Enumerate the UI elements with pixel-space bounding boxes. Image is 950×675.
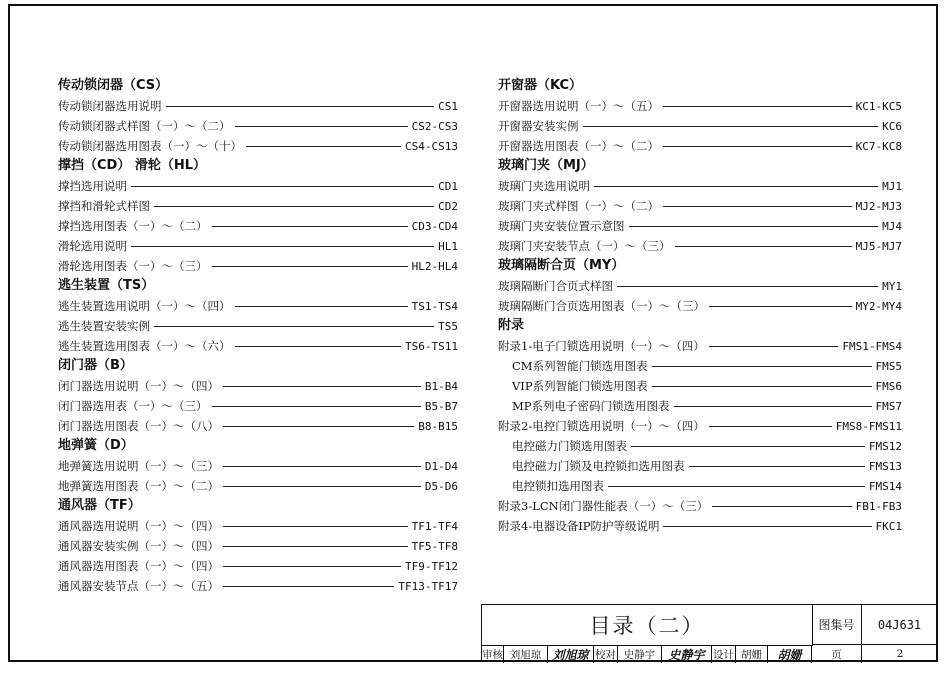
toc-entry[interactable]: [58, 136, 458, 156]
entry-title: 通风器选用说明（一）～（四）: [58, 519, 219, 533]
leader-line: [663, 106, 852, 107]
entry-title: 玻璃隔断门合页式样图: [498, 279, 613, 293]
toc-entry[interactable]: [498, 96, 902, 116]
entry-code: TF5-TF8: [411, 539, 458, 553]
entry-code: TF13-TF17: [398, 579, 458, 593]
entry-code: FMS7: [875, 399, 902, 413]
leader-line: [709, 306, 852, 307]
title-block: [481, 604, 938, 662]
leader-line: [594, 186, 878, 187]
entry-title: 附录2-电控门锁选用说明（一）～（四）: [498, 419, 705, 433]
leader-line: [652, 366, 872, 367]
toc-entry[interactable]: [58, 256, 458, 276]
entry-title: 通风器选用图表（一）～（四）: [58, 559, 219, 573]
checker-name: 史静宇: [618, 645, 662, 663]
entry-title: 闭门器选用图表（一）～（八）: [58, 419, 219, 433]
toc-entry[interactable]: [58, 216, 458, 236]
toc-entry[interactable]: [58, 376, 458, 396]
leader-line: [712, 506, 851, 507]
toc-entry[interactable]: [58, 556, 458, 576]
entry-code: D5-D6: [424, 479, 458, 493]
entry-code: B8-B15: [418, 419, 458, 433]
entry-title: CM系列智能门锁选用图表: [512, 359, 648, 373]
leader-line: [131, 186, 434, 187]
entry-title: 地弹簧选用说明（一）～（三）: [58, 459, 219, 473]
entry-code: TS1-TS4: [411, 299, 458, 313]
entry-title: 撑挡选用说明: [58, 179, 127, 193]
entry-code: MJ1: [882, 179, 902, 193]
toc-entry[interactable]: [58, 516, 458, 536]
entry-code: FMS6: [875, 379, 902, 393]
leader-line: [675, 246, 852, 247]
leader-line: [663, 206, 852, 207]
toc-entry[interactable]: [58, 576, 458, 596]
reviewer-signature: 刘旭琼: [548, 645, 594, 663]
entry-title: 闭门器选用说明（一）～（四）: [58, 379, 219, 393]
toc-entry[interactable]: [58, 416, 458, 436]
review-label: 审核: [482, 645, 504, 663]
toc-entry[interactable]: [58, 316, 458, 336]
entry-code: CD2: [438, 199, 458, 213]
section-heading: 开窗器（KC）: [498, 78, 583, 93]
entry-title: 通风器安装实例（一）～（四）: [58, 539, 219, 553]
toc-left-column: [58, 76, 458, 596]
designer-name: 胡姗: [736, 645, 768, 663]
signature-row: [482, 645, 938, 663]
leader-line: [709, 346, 839, 347]
entry-title: VIP系列智能门锁选用图表: [512, 379, 648, 393]
entry-code: FMS5: [875, 359, 902, 373]
toc-entry[interactable]: [498, 196, 902, 216]
entry-code: B1-B4: [424, 379, 458, 393]
entry-code: CS4-CS13: [405, 139, 458, 153]
leader-line: [154, 326, 434, 327]
entry-title: 附录4-电器设备IP防护等级说明: [498, 519, 660, 533]
toc-entry[interactable]: [498, 176, 902, 196]
entry-title: 传动锁闭器式样图（一）～（二）: [58, 119, 231, 133]
entry-code: KC6: [882, 119, 902, 133]
leader-line: [212, 406, 421, 407]
entry-code: TS5: [438, 319, 458, 333]
toc-entry[interactable]: [58, 296, 458, 316]
entry-code: FMS12: [868, 439, 902, 453]
leader-line: [617, 286, 878, 287]
toc-entry[interactable]: [498, 216, 902, 236]
entry-code: FMS14: [868, 479, 902, 493]
toc-entry[interactable]: [498, 296, 902, 316]
toc-entry[interactable]: [498, 416, 902, 436]
entry-title: 逃生装置选用说明（一）～（四）: [58, 299, 231, 313]
atlas-number: 04J631: [862, 605, 938, 645]
leader-line: [212, 266, 408, 267]
toc-entry[interactable]: [58, 96, 458, 116]
entry-code: TF9-TF12: [405, 559, 458, 573]
design-label: 设计: [712, 645, 736, 663]
entry-code: D1-D4: [424, 459, 458, 473]
leader-line: [223, 426, 414, 427]
leader-line: [166, 106, 435, 107]
toc-entry[interactable]: [498, 436, 902, 456]
entry-code: FB1-FB3: [855, 499, 902, 513]
entry-title: 玻璃隔断门合页选用图表（一）～（三）: [498, 299, 705, 313]
entry-code: TF1-TF4: [411, 519, 458, 533]
leader-line: [583, 126, 879, 127]
toc-right-column: [498, 76, 902, 536]
entry-code: FMS13: [868, 459, 902, 473]
entry-title: 传动锁闭器选用说明: [58, 99, 162, 113]
entry-title: 电控磁力门锁及电控锁扣选用图表: [512, 459, 685, 473]
entry-title: 附录1-电子门锁选用说明（一）～（四）: [498, 339, 705, 353]
leader-line: [223, 386, 421, 387]
entry-title: 撑挡和滑轮式样图: [58, 199, 150, 213]
toc-entry[interactable]: [58, 476, 458, 496]
toc-entry[interactable]: [498, 136, 902, 156]
toc-entry[interactable]: [58, 396, 458, 416]
leader-line: [246, 146, 401, 147]
checker-signature: 史静宇: [662, 645, 712, 663]
entry-title: 闭门器选用表（一）～（三）: [58, 399, 208, 413]
entry-code: CS2-CS3: [411, 119, 458, 133]
toc-entry[interactable]: [58, 196, 458, 216]
leader-line: [154, 206, 434, 207]
designer-signature: 胡姗: [768, 645, 812, 663]
leader-line: [235, 346, 402, 347]
section-heading: 玻璃隔断合页（MY）: [498, 258, 625, 273]
entry-code: KC7-KC8: [855, 139, 902, 153]
entry-title: 逃生装置安装实例: [58, 319, 150, 333]
toc-entry[interactable]: [58, 536, 458, 556]
section-heading: 闭门器（B）: [58, 358, 133, 373]
entry-code: MJ2-MJ3: [855, 199, 902, 213]
toc-entry[interactable]: [498, 516, 902, 536]
toc-entry[interactable]: [498, 116, 902, 136]
section-heading: 地弹簧（D）: [58, 438, 134, 453]
toc-entry[interactable]: [498, 236, 902, 256]
entry-title: 滑轮选用说明: [58, 239, 127, 253]
leader-line: [674, 406, 872, 407]
entry-code: MY2-MY4: [855, 299, 902, 313]
section-heading: 撑挡（CD） 滑轮（HL）: [58, 158, 207, 173]
entry-title: 附录3-LCN闭门器性能表（一）～（三）: [498, 499, 709, 513]
leader-line: [629, 226, 879, 227]
entry-code: CD1: [438, 179, 458, 193]
leader-line: [663, 526, 871, 527]
leader-line: [212, 226, 408, 227]
entry-title: 玻璃门夹安装位置示意图: [498, 219, 625, 233]
entry-code: FMS8-FMS11: [835, 419, 902, 433]
section-heading: 附录: [498, 318, 525, 333]
page-number: 2: [896, 648, 904, 660]
entry-code: FKC1: [875, 519, 902, 533]
leader-line: [223, 546, 408, 547]
entry-code: HL2-HL4: [411, 259, 458, 273]
toc-entry[interactable]: [498, 336, 902, 356]
section-heading: 传动锁闭器（CS）: [58, 78, 169, 93]
page-title: 目录（二）: [482, 605, 813, 646]
entry-title: 玻璃门夹选用说明: [498, 179, 590, 193]
entry-code: CS1: [438, 99, 458, 113]
toc-entry[interactable]: [498, 376, 902, 396]
toc-entry[interactable]: [58, 176, 458, 196]
check-label: 校对: [594, 645, 618, 663]
leader-line: [608, 486, 865, 487]
entry-title: 电控磁力门锁选用图表: [512, 439, 627, 453]
toc-entry[interactable]: [58, 236, 458, 256]
leader-line: [689, 466, 865, 467]
entry-title: 撑挡选用图表（一）～（二）: [58, 219, 208, 233]
entry-code: KC1-KC5: [855, 99, 902, 113]
entry-title: 通风器安装节点（一）～（五）: [58, 579, 219, 593]
entry-title: 滑轮选用图表（一）～（三）: [58, 259, 208, 273]
entry-code: MJ4: [882, 219, 902, 233]
leader-line: [631, 446, 865, 447]
reviewer-name: 刘旭琼: [504, 645, 548, 663]
leader-line: [223, 566, 401, 567]
leader-line: [235, 126, 408, 127]
toc-entry[interactable]: [498, 456, 902, 476]
toc-entry[interactable]: [58, 336, 458, 356]
leader-line: [652, 386, 872, 387]
entry-title: 逃生装置选用图表（一）～（六）: [58, 339, 231, 353]
toc-entry[interactable]: [58, 116, 458, 136]
entry-code: CD3-CD4: [411, 219, 458, 233]
section-heading: 逃生装置（TS）: [58, 278, 155, 293]
entry-code: B5-B7: [424, 399, 458, 413]
entry-title: 玻璃门夹式样图（一）～（二）: [498, 199, 659, 213]
leader-line: [223, 526, 408, 527]
entry-title: 地弹簧选用图表（一）～（二）: [58, 479, 219, 493]
entry-title: MP系列电子密码门锁选用图表: [512, 399, 670, 413]
leader-line: [223, 586, 394, 587]
entry-code: TS6-TS11: [405, 339, 458, 353]
leader-line: [663, 146, 852, 147]
entry-title: 开窗器选用说明（一）～（五）: [498, 99, 659, 113]
toc-entry[interactable]: [498, 476, 902, 496]
entry-title: 开窗器选用图表（一）～（二）: [498, 139, 659, 153]
leader-line: [223, 486, 421, 487]
toc-entry[interactable]: [498, 396, 902, 416]
toc-entry[interactable]: [58, 456, 458, 476]
entry-code: FMS1-FMS4: [842, 339, 902, 353]
entry-title: 传动锁闭器选用图表（一）～（十）: [58, 139, 242, 153]
entry-code: MJ5-MJ7: [855, 239, 902, 253]
entry-title: 开窗器安装实例: [498, 119, 579, 133]
entry-code: HL1: [438, 239, 458, 253]
entry-title: 电控锁扣选用图表: [512, 479, 604, 493]
leader-line: [223, 466, 421, 467]
toc-entry[interactable]: [498, 276, 902, 296]
page-label: 页: [812, 645, 862, 663]
toc-entry[interactable]: [498, 356, 902, 376]
section-heading: 通风器（TF）: [58, 498, 141, 513]
section-heading: 玻璃门夹（MJ）: [498, 158, 594, 173]
leader-line: [709, 426, 832, 427]
atlas-label: 图集号: [812, 605, 862, 645]
entry-code: MY1: [882, 279, 902, 293]
entry-title: 玻璃门夹安装节点（一）～（三）: [498, 239, 671, 253]
leader-line: [131, 246, 434, 247]
toc-entry[interactable]: [498, 496, 902, 516]
leader-line: [235, 306, 408, 307]
